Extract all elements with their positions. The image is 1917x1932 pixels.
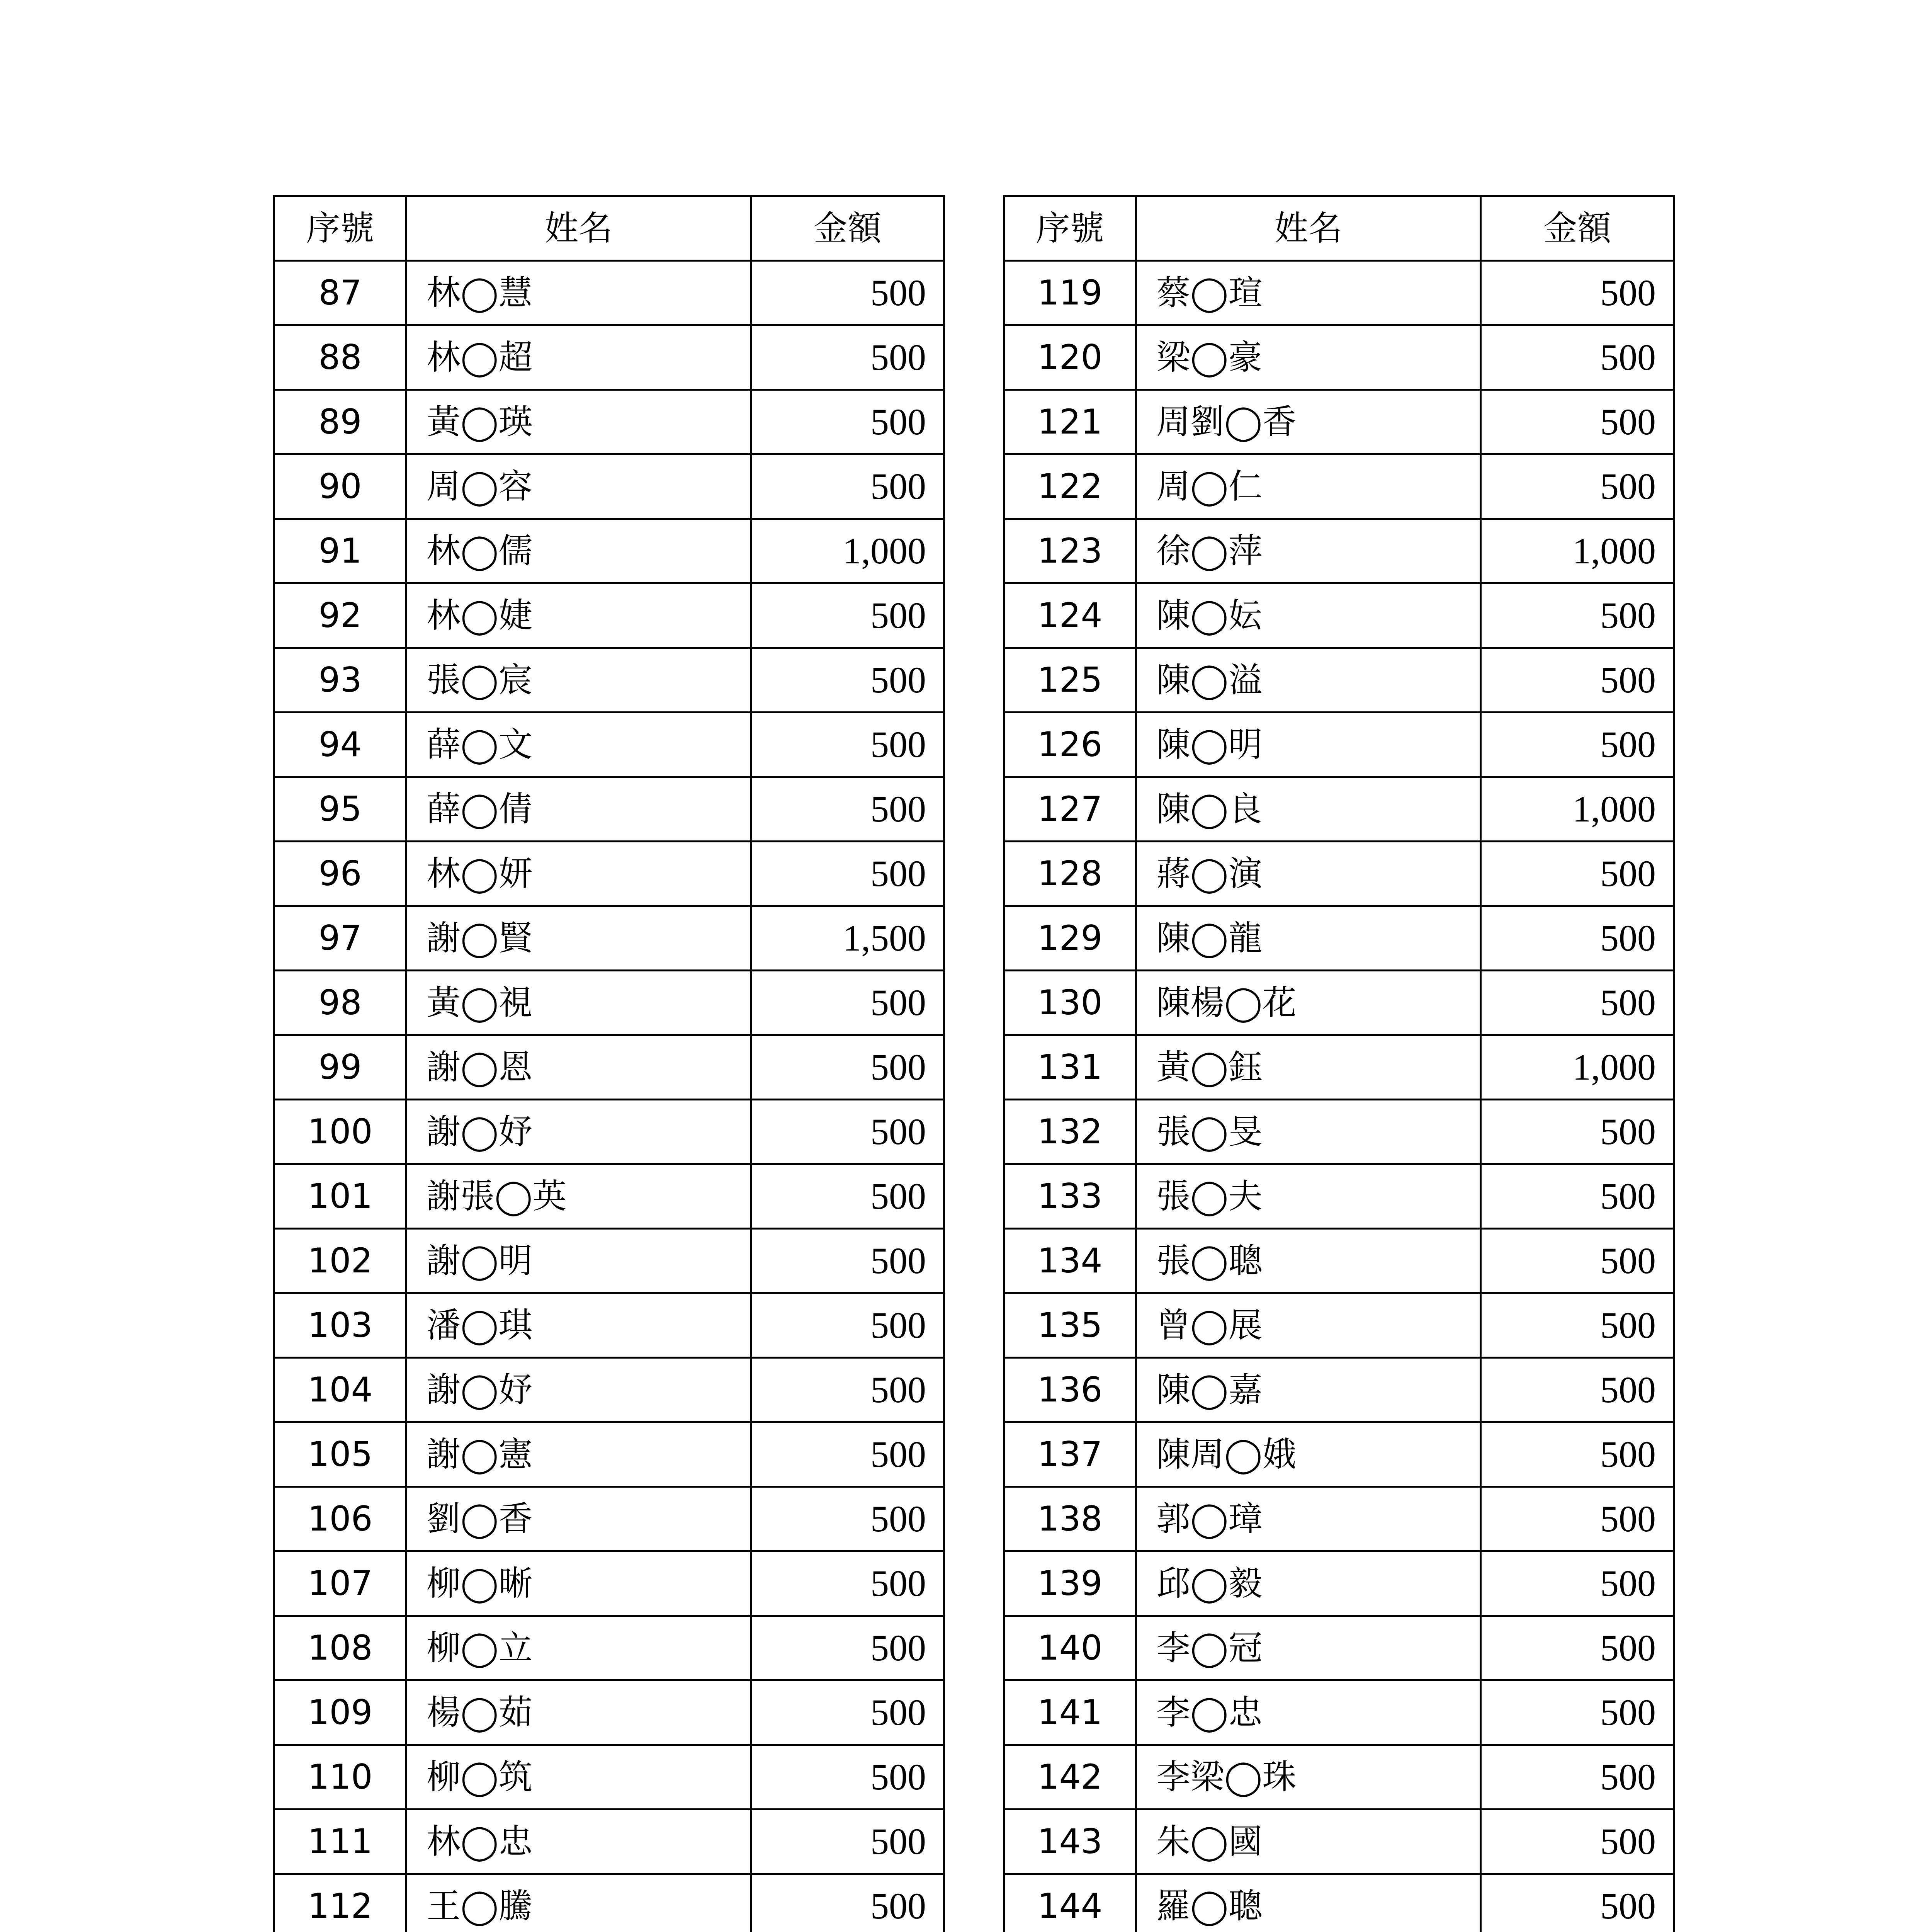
amount-cell: 500 (751, 1164, 944, 1229)
seq-cell: 102 (274, 1229, 406, 1293)
amount-cell: 500 (1481, 1487, 1674, 1551)
name-cell: 張◯宸 (406, 648, 751, 713)
table-row (274, 390, 944, 454)
seq-cell: 88 (274, 325, 406, 390)
name-cell: 羅◯聰 (1136, 1874, 1481, 1932)
seq-cell: 99 (274, 1035, 406, 1100)
amount-cell: 500 (751, 325, 944, 390)
name-cell: 蔣◯演 (1136, 842, 1481, 906)
amount-cell: 500 (751, 842, 944, 906)
table-row (274, 777, 944, 842)
seq-cell: 132 (1004, 1100, 1136, 1164)
amount-cell: 500 (1481, 1680, 1674, 1745)
amount-cell: 500 (751, 1616, 944, 1680)
table-row (1004, 971, 1674, 1035)
name-cell: 柳◯晰 (406, 1551, 751, 1616)
table-row (1004, 390, 1674, 454)
table-row (274, 1422, 944, 1487)
amount-cell: 500 (1481, 1164, 1674, 1229)
table-row (274, 261, 944, 325)
amount-cell: 1,000 (1481, 777, 1674, 842)
seq-cell: 100 (274, 1100, 406, 1164)
name-cell: 潘◯琪 (406, 1293, 751, 1358)
amount-cell: 500 (1481, 1551, 1674, 1616)
table-row (274, 325, 944, 390)
seq-cell: 141 (1004, 1680, 1136, 1745)
table-row (274, 1229, 944, 1293)
amount-cell: 500 (751, 1745, 944, 1810)
seq-cell: 94 (274, 713, 406, 777)
header-name: 姓名 (1136, 196, 1481, 261)
amount-cell: 500 (1481, 325, 1674, 390)
seq-cell: 87 (274, 261, 406, 325)
name-cell: 周◯容 (406, 454, 751, 519)
name-cell: 曾◯展 (1136, 1293, 1481, 1358)
name-cell: 黃◯視 (406, 971, 751, 1035)
seq-cell: 104 (274, 1358, 406, 1422)
table-row (274, 1745, 944, 1810)
amount-cell: 500 (1481, 390, 1674, 454)
table-row (274, 454, 944, 519)
amount-cell: 500 (751, 390, 944, 454)
seq-cell: 138 (1004, 1487, 1136, 1551)
name-cell: 朱◯國 (1136, 1810, 1481, 1874)
table-row (274, 1293, 944, 1358)
amount-cell: 500 (1481, 842, 1674, 906)
seq-cell: 90 (274, 454, 406, 519)
table-header-row (274, 196, 944, 261)
seq-cell: 108 (274, 1616, 406, 1680)
amount-cell: 500 (1481, 713, 1674, 777)
table-row (1004, 1810, 1674, 1874)
table-row (1004, 1293, 1674, 1358)
table-row (274, 1358, 944, 1422)
seq-cell: 107 (274, 1551, 406, 1616)
seq-cell: 101 (274, 1164, 406, 1229)
seq-cell: 97 (274, 906, 406, 971)
amount-cell: 500 (1481, 1616, 1674, 1680)
name-cell: 張◯聰 (1136, 1229, 1481, 1293)
amount-cell: 500 (751, 1035, 944, 1100)
name-cell: 李◯忠 (1136, 1680, 1481, 1745)
amount-cell: 500 (1481, 971, 1674, 1035)
table-row (1004, 583, 1674, 648)
header-amount: 金額 (751, 196, 944, 261)
amount-cell: 500 (751, 1551, 944, 1616)
table-row (1004, 1035, 1674, 1100)
name-cell: 林◯超 (406, 325, 751, 390)
amount-cell: 500 (751, 648, 944, 713)
seq-cell: 110 (274, 1745, 406, 1810)
seq-cell: 103 (274, 1293, 406, 1358)
seq-cell: 142 (1004, 1745, 1136, 1810)
name-cell: 蔡◯瑄 (1136, 261, 1481, 325)
name-cell: 謝◯妤 (406, 1358, 751, 1422)
name-cell: 徐◯萍 (1136, 519, 1481, 583)
amount-cell: 500 (1481, 454, 1674, 519)
amount-cell: 500 (751, 261, 944, 325)
amount-cell: 1,000 (1481, 1035, 1674, 1100)
amount-cell: 500 (751, 1874, 944, 1932)
amount-cell: 500 (751, 1358, 944, 1422)
amount-cell: 500 (751, 583, 944, 648)
table-row (1004, 1487, 1674, 1551)
table-row (1004, 842, 1674, 906)
amount-cell: 500 (1481, 1358, 1674, 1422)
amount-cell: 500 (1481, 648, 1674, 713)
name-cell: 林◯婕 (406, 583, 751, 648)
header-seq: 序號 (274, 196, 406, 261)
name-cell: 張◯旻 (1136, 1100, 1481, 1164)
amount-cell: 500 (1481, 1810, 1674, 1874)
table-row (1004, 1358, 1674, 1422)
table-row (274, 1487, 944, 1551)
amount-cell: 500 (1481, 906, 1674, 971)
name-cell: 林◯妍 (406, 842, 751, 906)
table-row (1004, 906, 1674, 971)
seq-cell: 92 (274, 583, 406, 648)
name-cell: 劉◯香 (406, 1487, 751, 1551)
table-row (1004, 1616, 1674, 1680)
amount-cell: 500 (751, 777, 944, 842)
seq-cell: 130 (1004, 971, 1136, 1035)
table-row (1004, 1164, 1674, 1229)
seq-cell: 136 (1004, 1358, 1136, 1422)
seq-cell: 91 (274, 519, 406, 583)
table-row (1004, 325, 1674, 390)
name-cell: 張◯夫 (1136, 1164, 1481, 1229)
table-row (1004, 1100, 1674, 1164)
seq-cell: 89 (274, 390, 406, 454)
name-cell: 柳◯立 (406, 1616, 751, 1680)
donor-table-left-body (274, 261, 944, 1932)
table-row (1004, 777, 1674, 842)
table-row (274, 842, 944, 906)
seq-cell: 109 (274, 1680, 406, 1745)
seq-cell: 98 (274, 971, 406, 1035)
name-cell: 薛◯文 (406, 713, 751, 777)
amount-cell: 500 (1481, 1229, 1674, 1293)
name-cell: 謝◯憲 (406, 1422, 751, 1487)
name-cell: 陳◯龍 (1136, 906, 1481, 971)
amount-cell: 500 (751, 1680, 944, 1745)
name-cell: 林◯忠 (406, 1810, 751, 1874)
table-row (1004, 1551, 1674, 1616)
name-cell: 謝◯賢 (406, 906, 751, 971)
seq-cell: 121 (1004, 390, 1136, 454)
name-cell: 李梁◯珠 (1136, 1745, 1481, 1810)
name-cell: 柳◯筑 (406, 1745, 751, 1810)
seq-cell: 144 (1004, 1874, 1136, 1932)
table-row (274, 1551, 944, 1616)
amount-cell: 500 (751, 713, 944, 777)
amount-cell: 1,500 (751, 906, 944, 971)
amount-cell: 500 (751, 1100, 944, 1164)
seq-cell: 105 (274, 1422, 406, 1487)
table-row (274, 1874, 944, 1932)
table-row (1004, 261, 1674, 325)
amount-cell: 500 (751, 1810, 944, 1874)
amount-cell: 1,000 (1481, 519, 1674, 583)
amount-cell: 500 (1481, 1745, 1674, 1810)
seq-cell: 131 (1004, 1035, 1136, 1100)
seq-cell: 126 (1004, 713, 1136, 777)
table-row (274, 1100, 944, 1164)
amount-cell: 500 (751, 1293, 944, 1358)
table-row (1004, 1229, 1674, 1293)
table-row (1004, 519, 1674, 583)
name-cell: 林◯慧 (406, 261, 751, 325)
name-cell: 陳◯妘 (1136, 583, 1481, 648)
seq-cell: 106 (274, 1487, 406, 1551)
name-cell: 陳◯良 (1136, 777, 1481, 842)
table-header-row (1004, 196, 1674, 261)
name-cell: 謝◯恩 (406, 1035, 751, 1100)
table-row (1004, 713, 1674, 777)
name-cell: 周劉◯香 (1136, 390, 1481, 454)
seq-cell: 123 (1004, 519, 1136, 583)
amount-cell: 500 (751, 1487, 944, 1551)
amount-cell: 500 (1481, 1422, 1674, 1487)
seq-cell: 95 (274, 777, 406, 842)
header-seq: 序號 (1004, 196, 1136, 261)
amount-cell: 500 (1481, 1100, 1674, 1164)
name-cell: 李◯冠 (1136, 1616, 1481, 1680)
table-row (1004, 1680, 1674, 1745)
name-cell: 陳周◯娥 (1136, 1422, 1481, 1487)
name-cell: 楊◯茹 (406, 1680, 751, 1745)
name-cell: 薛◯倩 (406, 777, 751, 842)
seq-cell: 124 (1004, 583, 1136, 648)
seq-cell: 127 (1004, 777, 1136, 842)
amount-cell: 500 (1481, 1293, 1674, 1358)
amount-cell: 500 (751, 971, 944, 1035)
seq-cell: 128 (1004, 842, 1136, 906)
table-row (274, 648, 944, 713)
donor-table-left (273, 195, 945, 1932)
name-cell: 周◯仁 (1136, 454, 1481, 519)
seq-cell: 119 (1004, 261, 1136, 325)
seq-cell: 143 (1004, 1810, 1136, 1874)
name-cell: 陳◯溢 (1136, 648, 1481, 713)
header-name: 姓名 (406, 196, 751, 261)
seq-cell: 129 (1004, 906, 1136, 971)
table-row (274, 1810, 944, 1874)
table-row (274, 713, 944, 777)
seq-cell: 140 (1004, 1616, 1136, 1680)
seq-cell: 111 (274, 1810, 406, 1874)
table-row (274, 1680, 944, 1745)
amount-cell: 1,000 (751, 519, 944, 583)
name-cell: 林◯儒 (406, 519, 751, 583)
donor-table-right (1003, 195, 1675, 1932)
table-row (1004, 1745, 1674, 1810)
name-cell: 黃◯瑛 (406, 390, 751, 454)
name-cell: 陳◯明 (1136, 713, 1481, 777)
seq-cell: 133 (1004, 1164, 1136, 1229)
donor-table-right-body (1004, 261, 1674, 1932)
amount-cell: 500 (1481, 1874, 1674, 1932)
seq-cell: 120 (1004, 325, 1136, 390)
seq-cell: 122 (1004, 454, 1136, 519)
table-row (274, 971, 944, 1035)
name-cell: 謝◯明 (406, 1229, 751, 1293)
name-cell: 謝◯妤 (406, 1100, 751, 1164)
amount-cell: 500 (1481, 261, 1674, 325)
name-cell: 邱◯毅 (1136, 1551, 1481, 1616)
table-row (1004, 1422, 1674, 1487)
table-row (274, 583, 944, 648)
name-cell: 王◯騰 (406, 1874, 751, 1932)
seq-cell: 96 (274, 842, 406, 906)
table-row (1004, 1874, 1674, 1932)
seq-cell: 139 (1004, 1551, 1136, 1616)
name-cell: 黃◯鈺 (1136, 1035, 1481, 1100)
amount-cell: 500 (751, 1422, 944, 1487)
amount-cell: 500 (751, 454, 944, 519)
table-row (274, 519, 944, 583)
table-row (274, 1035, 944, 1100)
table-row (274, 1616, 944, 1680)
seq-cell: 137 (1004, 1422, 1136, 1487)
table-row (1004, 454, 1674, 519)
name-cell: 梁◯豪 (1136, 325, 1481, 390)
name-cell: 陳◯嘉 (1136, 1358, 1481, 1422)
seq-cell: 134 (1004, 1229, 1136, 1293)
seq-cell: 93 (274, 648, 406, 713)
amount-cell: 500 (751, 1229, 944, 1293)
table-row (274, 1164, 944, 1229)
name-cell: 郭◯璋 (1136, 1487, 1481, 1551)
seq-cell: 112 (274, 1874, 406, 1932)
name-cell: 謝張◯英 (406, 1164, 751, 1229)
table-row (1004, 648, 1674, 713)
header-amount: 金額 (1481, 196, 1674, 261)
name-cell: 陳楊◯花 (1136, 971, 1481, 1035)
seq-cell: 135 (1004, 1293, 1136, 1358)
table-row (274, 906, 944, 971)
amount-cell: 500 (1481, 583, 1674, 648)
seq-cell: 125 (1004, 648, 1136, 713)
